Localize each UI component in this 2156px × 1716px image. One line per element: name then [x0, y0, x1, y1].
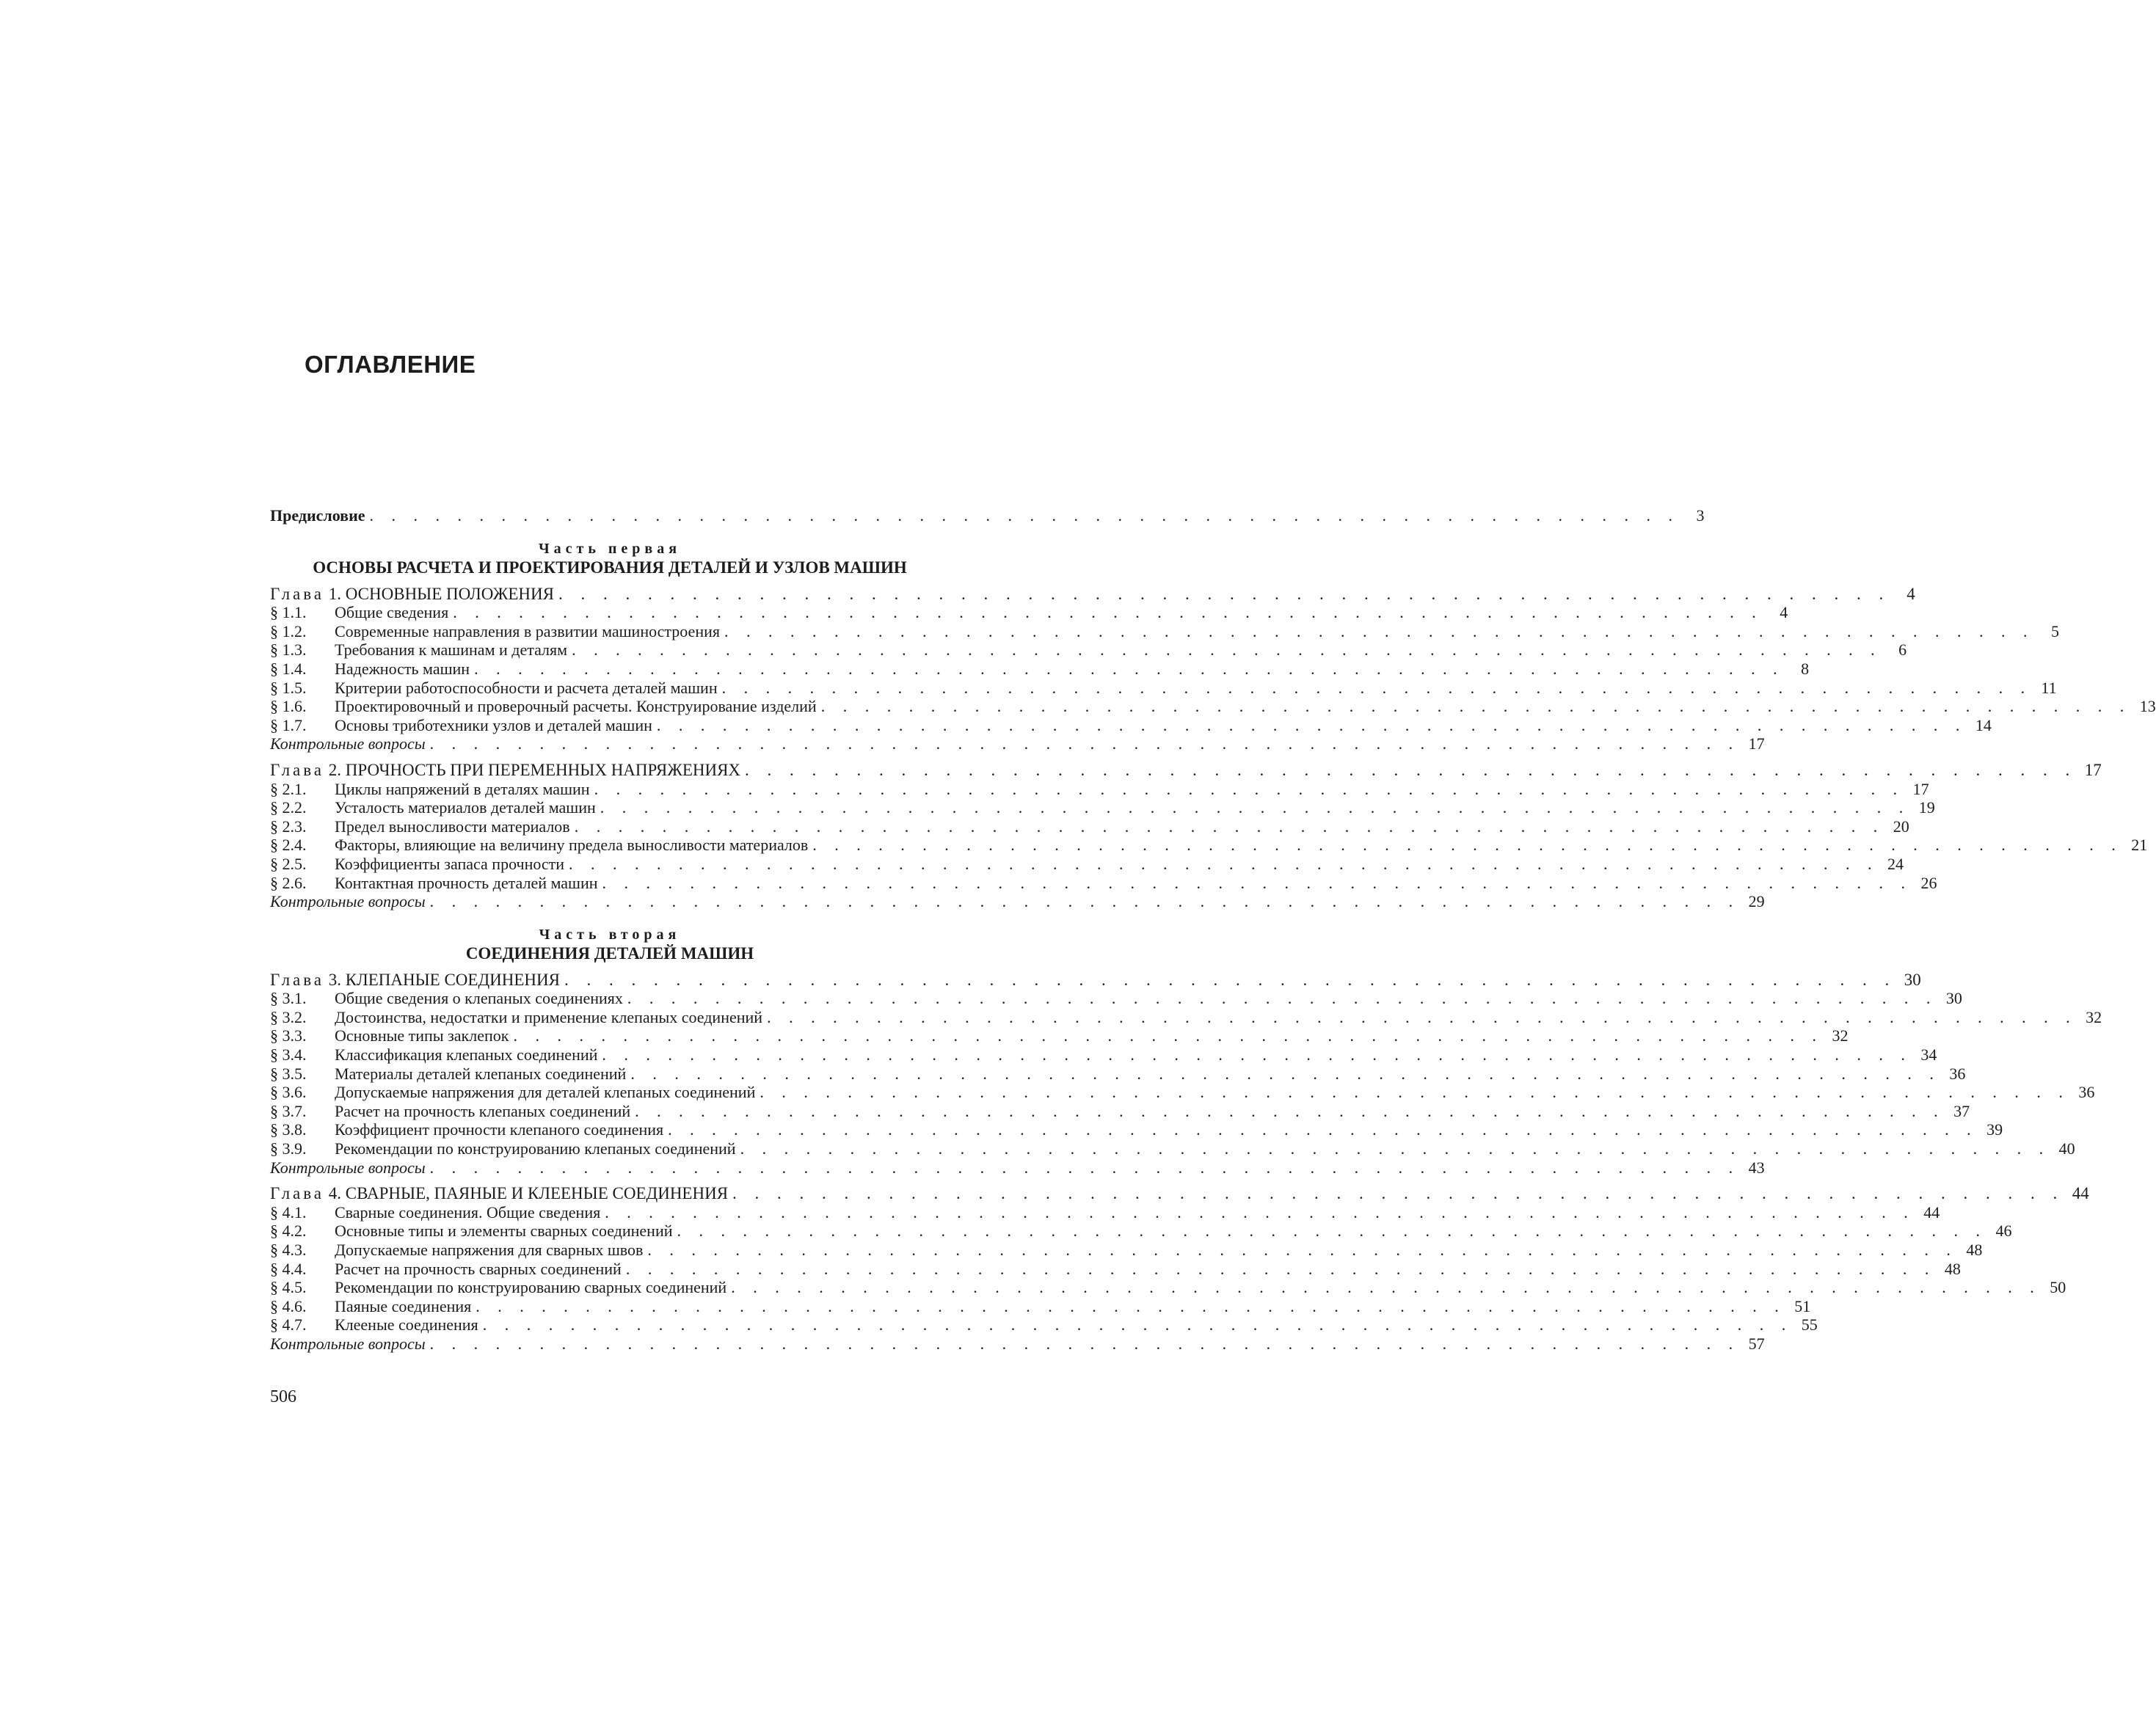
section-number: § 3.7.: [270, 1101, 307, 1120]
dot-leader: . . . . . . . . . . . . . . . . . . . . . . . . . . . . . . . . . . . . . . . . . . . . . . . . . . . . . . . . . . . .: [600, 798, 1910, 817]
toc-entry-page: 48: [1944, 1259, 1961, 1278]
section-title: Коэффициенты запаса прочности: [335, 854, 565, 873]
section-number: § 1.3.: [270, 640, 307, 660]
toc-entry-page: 6: [1898, 640, 1907, 660]
toc-section-entry[interactable]: [270, 603, 1788, 622]
dot-leader: . . . . . . . . . . . . . . . . . . . . . . . . . . . . . . . . . . . . . . . . . . . . . . . . . . . . . . . . . . . .: [569, 854, 1879, 873]
toc-section-entry[interactable]: [270, 873, 1937, 893]
chapter-title: [270, 761, 740, 780]
dot-leader: . . . . . . . . . . . . . . . . . . . . . . . . . . . . . . . . . . . . . . . . . . . . . . . . . . . . . . . . . . . .: [630, 1064, 1941, 1083]
section-number: § 1.5.: [270, 678, 307, 697]
table-of-contents: [270, 506, 2156, 1354]
toc-section-entry[interactable]: [270, 1241, 1983, 1260]
toc-section-entry[interactable]: [270, 1139, 2075, 1158]
dot-leader: . . . . . . . . . . . . . . . . . . . . . . . . . . . . . . . . . . . . . . . . . . . . . . . . . . . . . . . . . . . .: [602, 873, 1912, 892]
dot-leader: . . . . . . . . . . . . . . . . . . . . . . . . . . . . . . . . . . . . . . . . . . . . . . . . . . . . . . . . . . . .: [760, 1083, 2070, 1102]
toc-section-entry[interactable]: [270, 989, 1962, 1008]
chapter-label: Глава: [270, 970, 325, 989]
dot-leader: . . . . . . . . . . . . . . . . . . . . . . . . . . . . . . . . . . . . . . . . . . . . . . . . . . . . . . . . . . . .: [668, 1120, 1978, 1139]
section-number: § 2.6.: [270, 873, 307, 892]
section-number: § 3.8.: [270, 1120, 307, 1139]
section-number: § 1.6.: [270, 697, 307, 716]
toc-section-entry[interactable]: [270, 697, 2156, 716]
toc-section-entry[interactable]: [270, 854, 1904, 874]
section-title: Требования к машинам и деталям: [335, 640, 568, 660]
section-title: Рекомендации по конструированию сварных соединений: [335, 1278, 727, 1297]
dot-leader: . . . . . . . . . . . . . . . . . . . . . . . . . . . . . . . . . . . . . . . . . . . . . . . . . . . . . . . . . . . .: [635, 1101, 1945, 1120]
toc-chapter-entry[interactable]: [270, 584, 1915, 604]
toc-questions-entry[interactable]: [270, 1334, 1765, 1354]
section-number: § 4.4.: [270, 1259, 307, 1278]
section-number: § 1.2.: [270, 621, 307, 640]
chapter-title: [270, 1184, 728, 1203]
toc-entry-page: 36: [2078, 1083, 2095, 1102]
dot-leader: . . . . . . . . . . . . . . . . . . . . . . . . . . . . . . . . . . . . . . . . . . . . . . . . . . . . . . . . . . . .: [558, 584, 1890, 603]
toc-entry-page: 34: [1920, 1045, 1937, 1065]
toc-section-entry[interactable]: [270, 1045, 1937, 1065]
toc-section-entry[interactable]: [270, 798, 1935, 817]
toc-entry-page: 55: [1801, 1315, 1818, 1335]
toc-entry-page: 11: [2041, 678, 2057, 697]
dot-leader: . . . . . . . . . . . . . . . . . . . . . . . . . . . . . . . . . . . . . . . . . . . . . . . . . . . . . . . . . . . .: [721, 678, 2032, 697]
dot-leader: . . . . . . . . . . . . . . . . . . . . . . . . . . . . . . . . . . . . . . . . . . . . . . . . . . . . . . . . . . . .: [574, 817, 1884, 836]
toc-entry-page: 3: [1696, 506, 1705, 525]
section-title: Надежность машин: [335, 659, 470, 678]
toc-entry-page: 14: [1975, 715, 1992, 734]
dot-leader: . . . . . . . . . . . . . . . . . . . . . . . . . . . . . . . . . . . . . . . . . . . . . . . . . . . . . . . . . . . .: [625, 1259, 1936, 1278]
part-heading: [270, 926, 950, 963]
section-number: § 1.1.: [270, 603, 307, 622]
toc-entry-page: 17: [2084, 760, 2102, 779]
dot-leader: . . . . . . . . . . . . . . . . . . . . . . . . . . . . . . . . . . . . . . . . . . . . . . . . . . . . . . . . . . . .: [453, 603, 1763, 622]
part-title: СОЕДИНЕНИЯ ДЕТАЛЕЙ МАШИН: [465, 943, 754, 963]
section-number: § 4.7.: [270, 1315, 307, 1335]
section-title: Клееные соединения: [335, 1315, 478, 1335]
dot-leader: . . . . . . . . . . . . . . . . . . . . . . . . . . . . . . . . . . . . . . . . . . . . . . . . . . . . . . . . . . . .: [429, 892, 1740, 911]
dot-leader: . . . . . . . . . . . . . . . . . . . . . . . . . . . . . . . . . . . . . . . . . . . . . . . . . . . . . . . . . . . .: [627, 989, 1937, 1008]
section-number: § 4.5.: [270, 1278, 307, 1297]
chapter-title-text: 4. СВАРНЫЕ, ПАЯНЫЕ И КЛЕЕНЫЕ СОЕДИНЕНИЯ: [328, 1184, 729, 1203]
toc-entry-page: 30: [1945, 989, 1962, 1008]
toc-entry-page: 40: [2058, 1139, 2075, 1158]
toc-questions-entry[interactable]: [270, 734, 1765, 753]
toc-chapter-entry[interactable]: [270, 970, 1921, 990]
toc-entry-page: 26: [1920, 873, 1937, 892]
section-number: § 1.7.: [270, 715, 307, 734]
chapter-label: Глава: [270, 1184, 325, 1203]
section-title: Проектировочный и проверочный расчеты. Конструирование изделий: [335, 697, 817, 716]
toc-chapter-entry[interactable]: [270, 1184, 2089, 1203]
toc-entry-title: Предисловие: [270, 506, 365, 525]
section-title: Основные типы и элементы сварных соединений: [335, 1222, 673, 1241]
section-title: Контактная прочность деталей машин: [335, 873, 598, 892]
toc-section-entry[interactable]: [270, 1064, 1966, 1084]
toc-entry-page: 37: [1953, 1101, 1970, 1120]
toc-section-entry[interactable]: [270, 1026, 1849, 1045]
toc-section-entry[interactable]: [270, 1120, 2003, 1139]
section-title: Сварные соединения. Общие сведения: [335, 1202, 601, 1222]
toc-questions-entry[interactable]: [270, 1158, 1765, 1178]
dot-leader: . . . . . . . . . . . . . . . . . . . . . . . . . . . . . . . . . . . . . . . . . . . . . . . . . . . . . . . . . . . .: [677, 1222, 1987, 1241]
section-number: § 3.1.: [270, 989, 307, 1008]
dot-leader: . . . . . . . . . . . . . . . . . . . . . . . . . . . . . . . . . . . . . . . . . . . . . . . . . . . . . . . . . . . .: [476, 1296, 1786, 1315]
toc-entry-preface[interactable]: [270, 506, 1705, 525]
chapter-title-text: 3. КЛЕПАНЫЕ СОЕДИНЕНИЯ: [328, 970, 560, 989]
toc-section-entry[interactable]: [270, 1222, 2012, 1241]
dot-leader: . . . . . . . . . . . . . . . . . . . . . . . . . . . . . . . . . . . . . . . . . . . . . . . . . . . . . . . . . . . .: [731, 1278, 2042, 1297]
section-title: Основные типы заклепок: [335, 1026, 509, 1045]
dot-leader: . . . . . . . . . . . . . . . . . . . . . . . . . . . . . . . . . . . . . . . . . . . . . . . . . . . . . . . . . . . .: [429, 1334, 1740, 1353]
toc-entry-page: 30: [1904, 970, 1921, 989]
dot-leader: . . . . . . . . . . . . . . . . . . . . . . . . . . . . . . . . . . . . . . . . . . . . . . . . . . . . . . . . . . . .: [429, 734, 1740, 753]
dot-leader: . . . . . . . . . . . . . . . . . . . . . . . . . . . . . . . . . . . . . . . . . . . . . . . . . . . . . . . . . . . .: [594, 779, 1904, 798]
chapter-title: [270, 585, 554, 604]
section-title: Усталость материалов деталей машин: [335, 798, 596, 817]
toc-section-entry[interactable]: [270, 1315, 1818, 1335]
toc-entry-page: 44: [1923, 1202, 1940, 1222]
toc-section-entry[interactable]: [270, 1278, 2066, 1297]
dot-leader: . . . . . . . . . . . . . . . . . . . . . . . . . . . . . . . . . . . . . . . . . . . . . . . . . . . . . . . . . . . .: [605, 1202, 1915, 1222]
toc-section-entry[interactable]: [270, 1083, 2095, 1102]
section-number: § 4.6.: [270, 1296, 307, 1315]
section-number: § 3.3.: [270, 1026, 307, 1045]
toc-section-entry[interactable]: [270, 715, 1992, 735]
toc-entry-page: 43: [1748, 1158, 1765, 1177]
section-number: § 4.2.: [270, 1222, 307, 1241]
toc-section-entry[interactable]: [270, 1101, 1970, 1121]
section-title: Паяные соединения: [335, 1296, 472, 1315]
dot-leader: . . . . . . . . . . . . . . . . . . . . . . . . . . . . . . . . . . . . . . . . . . . . . . . . . . . . . . . . . . . .: [482, 1315, 1793, 1335]
questions-title: Контрольные вопросы: [270, 734, 426, 753]
dot-leader: . . . . . . . . . . . . . . . . . . . . . . . . . . . . . . . . . . . . . . . . . . . . . . . . . . . . . . . . . . . .: [429, 1158, 1740, 1177]
dot-leader: . . . . . . . . . . . . . . . . . . . . . . . . . . . . . . . . . . . . . . . . . . . . . . . . . . . . . . . . . . . .: [724, 621, 2034, 640]
dot-leader: . . . . . . . . . . . . . . . . . . . . . . . . . . . . . . . . . . . . . . . . . . . . . . . . . . . . . . . . . . . .: [602, 1045, 1912, 1065]
toc-section-entry[interactable]: [270, 640, 1907, 660]
toc-entry-page: 36: [1949, 1064, 1966, 1083]
section-title: Критерии работоспособности и расчета деталей машин: [335, 678, 718, 697]
part-label: Часть первая: [538, 540, 682, 557]
dot-leader: . . . . . . . . . . . . . . . . . . . . . . . . . . . . . . . . . . . . . . . . . . . . . . . . . . . . . . . . . . . .: [513, 1026, 1824, 1045]
section-number: § 2.1.: [270, 779, 307, 798]
toc-entry-page: 4: [1780, 603, 1788, 622]
toc-section-entry[interactable]: [270, 1202, 1940, 1222]
section-title: Современные направления в развитии машиностроения: [335, 621, 720, 640]
dot-leader: . . . . . . . . . . . . . . . . . . . . . . . . . . . . . . . . . . . . . . . . . . . . . . . . . . . . . . . . . . . .: [564, 970, 1896, 989]
section-number: § 3.5.: [270, 1064, 307, 1083]
toc-section-entry[interactable]: [270, 779, 1929, 799]
section-title: Достоинства, недостатки и применение клепаных соединений: [335, 1007, 763, 1026]
toc-entry-page: 50: [2050, 1278, 2066, 1297]
dot-leader: . . . . . . . . . . . . . . . . . . . . . . . . . . . . . . . . . . . . . . . . . . . . . . . . . . . . . . . . . . . .: [745, 760, 2077, 779]
toc-entry-page: 17: [1912, 779, 1929, 798]
section-title: Общие сведения: [335, 603, 449, 622]
toc-entry-page: 44: [2072, 1184, 2089, 1203]
page-title: ОГЛАВЛЕНИЕ: [305, 351, 476, 378]
dot-leader: . . . . . . . . . . . . . . . . . . . . . . . . . . . . . . . . . . . . . . . . . . . . . . . . . . . . . . . . . . . .: [767, 1007, 2077, 1026]
section-number: § 4.3.: [270, 1241, 307, 1259]
toc-questions-entry[interactable]: [270, 892, 1765, 911]
section-number: § 3.9.: [270, 1139, 307, 1158]
toc-section-entry[interactable]: [270, 836, 2148, 855]
chapter-label: Глава: [270, 584, 325, 603]
section-number: § 1.4.: [270, 659, 307, 678]
toc-section-entry[interactable]: [270, 1296, 1811, 1316]
section-title: Циклы напряжений в деталях машин: [335, 779, 590, 798]
section-title: Факторы, влияющие на величину предела выносливости материалов: [335, 836, 809, 855]
toc-entry-page: 21: [2131, 836, 2148, 855]
section-title: Допускаемые напряжения для деталей клепаных соединений: [335, 1083, 756, 1102]
section-number: § 3.4.: [270, 1045, 307, 1065]
section-title: Расчет на прочность клепаных соединений: [335, 1101, 631, 1120]
section-number: § 2.3.: [270, 817, 307, 836]
dot-leader: . . . . . . . . . . . . . . . . . . . . . . . . . . . . . . . . . . . . . . . . . . . . . . . . . . . . . . . . . . . .: [656, 715, 1967, 734]
toc-entry-page: 4: [1906, 584, 1915, 603]
chapter-title-text: 1. ОСНОВНЫЕ ПОЛОЖЕНИЯ: [328, 584, 554, 603]
chapter-title-text: 2. ПРОЧНОСТЬ ПРИ ПЕРЕМЕННЫХ НАПРЯЖЕНИЯХ: [328, 760, 741, 779]
section-number: § 2.4.: [270, 836, 307, 855]
toc-entry-page: 39: [1986, 1120, 2003, 1139]
section-title: Основы триботехники узлов и деталей машин: [335, 715, 652, 734]
dot-leader: . . . . . . . . . . . . . . . . . . . . . . . . . . . . . . . . . . . . . . . . . . . . . . . . . . . . . . . . . . . .: [812, 836, 2123, 855]
toc-entry-page: 19: [1918, 798, 1935, 817]
section-title: Материалы деталей клепаных соединений: [335, 1064, 627, 1083]
chapter-label: Глава: [270, 760, 325, 779]
questions-title: Контрольные вопросы: [270, 892, 426, 911]
toc-entry-page: 32: [1832, 1026, 1849, 1045]
section-title: Коэффициент прочности клепаного соединения: [335, 1120, 664, 1139]
dot-leader: . . . . . . . . . . . . . . . . . . . . . . . . . . . . . . . . . . . . . . . . . . . . . . . . . . . . . . . . . . . .: [572, 640, 1882, 660]
toc-entry-page: 8: [1801, 659, 1810, 678]
toc-section-entry[interactable]: [270, 659, 1810, 679]
section-number: § 2.5.: [270, 854, 307, 873]
dot-leader: . . . . . . . . . . . . . . . . . . . . . . . . . . . . . . . . . . . . . . . . . . . . . . . . . . . . . . . . . . . .: [474, 659, 1785, 678]
section-number: § 3.6.: [270, 1083, 307, 1102]
section-title: Рекомендации по конструированию клепаных соединений: [335, 1139, 736, 1158]
part-title: ОСНОВЫ РАСЧЕТА И ПРОЕКТИРОВАНИЯ ДЕТАЛЕЙ И УЗЛОВ МАШИН: [313, 558, 907, 577]
part-heading: [270, 540, 950, 577]
toc-entry-page: 32: [2086, 1007, 2102, 1026]
section-title: Допускаемые напряжения для сварных швов: [335, 1241, 644, 1259]
toc-entry-page: 5: [2050, 621, 2059, 640]
toc-entry-page: 29: [1748, 892, 1765, 911]
toc-entry-page: 24: [1887, 854, 1904, 873]
questions-title: Контрольные вопросы: [270, 1334, 426, 1353]
toc-section-entry[interactable]: [270, 1259, 1961, 1279]
toc-section-entry[interactable]: [270, 1007, 2102, 1027]
toc-section-entry[interactable]: [270, 817, 1909, 836]
dot-leader: . . . . . . . . . . . . . . . . . . . . . . . . . . . . . . . . . . . . . . . . . . . . . . . . . . . . . . . . . . . .: [820, 697, 2131, 716]
section-number: § 4.1.: [270, 1202, 307, 1222]
section-number: § 3.2.: [270, 1007, 307, 1026]
toc-entry-page: 48: [1966, 1241, 1983, 1259]
toc-entry-page: 46: [1995, 1222, 2012, 1241]
toc-entry-page: 51: [1794, 1296, 1811, 1315]
section-title: Классификация клепаных соединений: [335, 1045, 598, 1065]
toc-entry-page: 13: [2139, 697, 2156, 716]
dot-leader: . . . . . . . . . . . . . . . . . . . . . . . . . . . . . . . . . . . . . . . . . . . . . . . . . . . . . . . . . . . .: [369, 506, 1680, 525]
toc-chapter-entry[interactable]: [270, 760, 2102, 780]
section-title: Расчет на прочность сварных соединений: [335, 1259, 622, 1278]
toc-entry-page: 20: [1893, 817, 1909, 836]
part-label: Часть вторая: [539, 926, 681, 943]
section-number: § 2.2.: [270, 798, 307, 817]
toc-entry-page: 57: [1748, 1334, 1765, 1353]
section-title: Общие сведения о клепаных соединениях: [335, 989, 623, 1008]
dot-leader: . . . . . . . . . . . . . . . . . . . . . . . . . . . . . . . . . . . . . . . . . . . . . . . . . . . . . . . . . . . .: [647, 1241, 1958, 1259]
questions-title: Контрольные вопросы: [270, 1158, 426, 1177]
toc-entry-page: 17: [1748, 734, 1765, 753]
page-number: 506: [270, 1387, 296, 1406]
section-title: Предел выносливости материалов: [335, 817, 570, 836]
dot-leader: . . . . . . . . . . . . . . . . . . . . . . . . . . . . . . . . . . . . . . . . . . . . . . . . . . . . . . . . . . . .: [740, 1139, 2050, 1158]
toc-section-entry[interactable]: [270, 621, 2059, 641]
toc-section-entry[interactable]: [270, 678, 2057, 698]
chapter-title: [270, 971, 560, 990]
dot-leader: . . . . . . . . . . . . . . . . . . . . . . . . . . . . . . . . . . . . . . . . . . . . . . . . . . . . . . . . . . . .: [732, 1184, 2064, 1203]
